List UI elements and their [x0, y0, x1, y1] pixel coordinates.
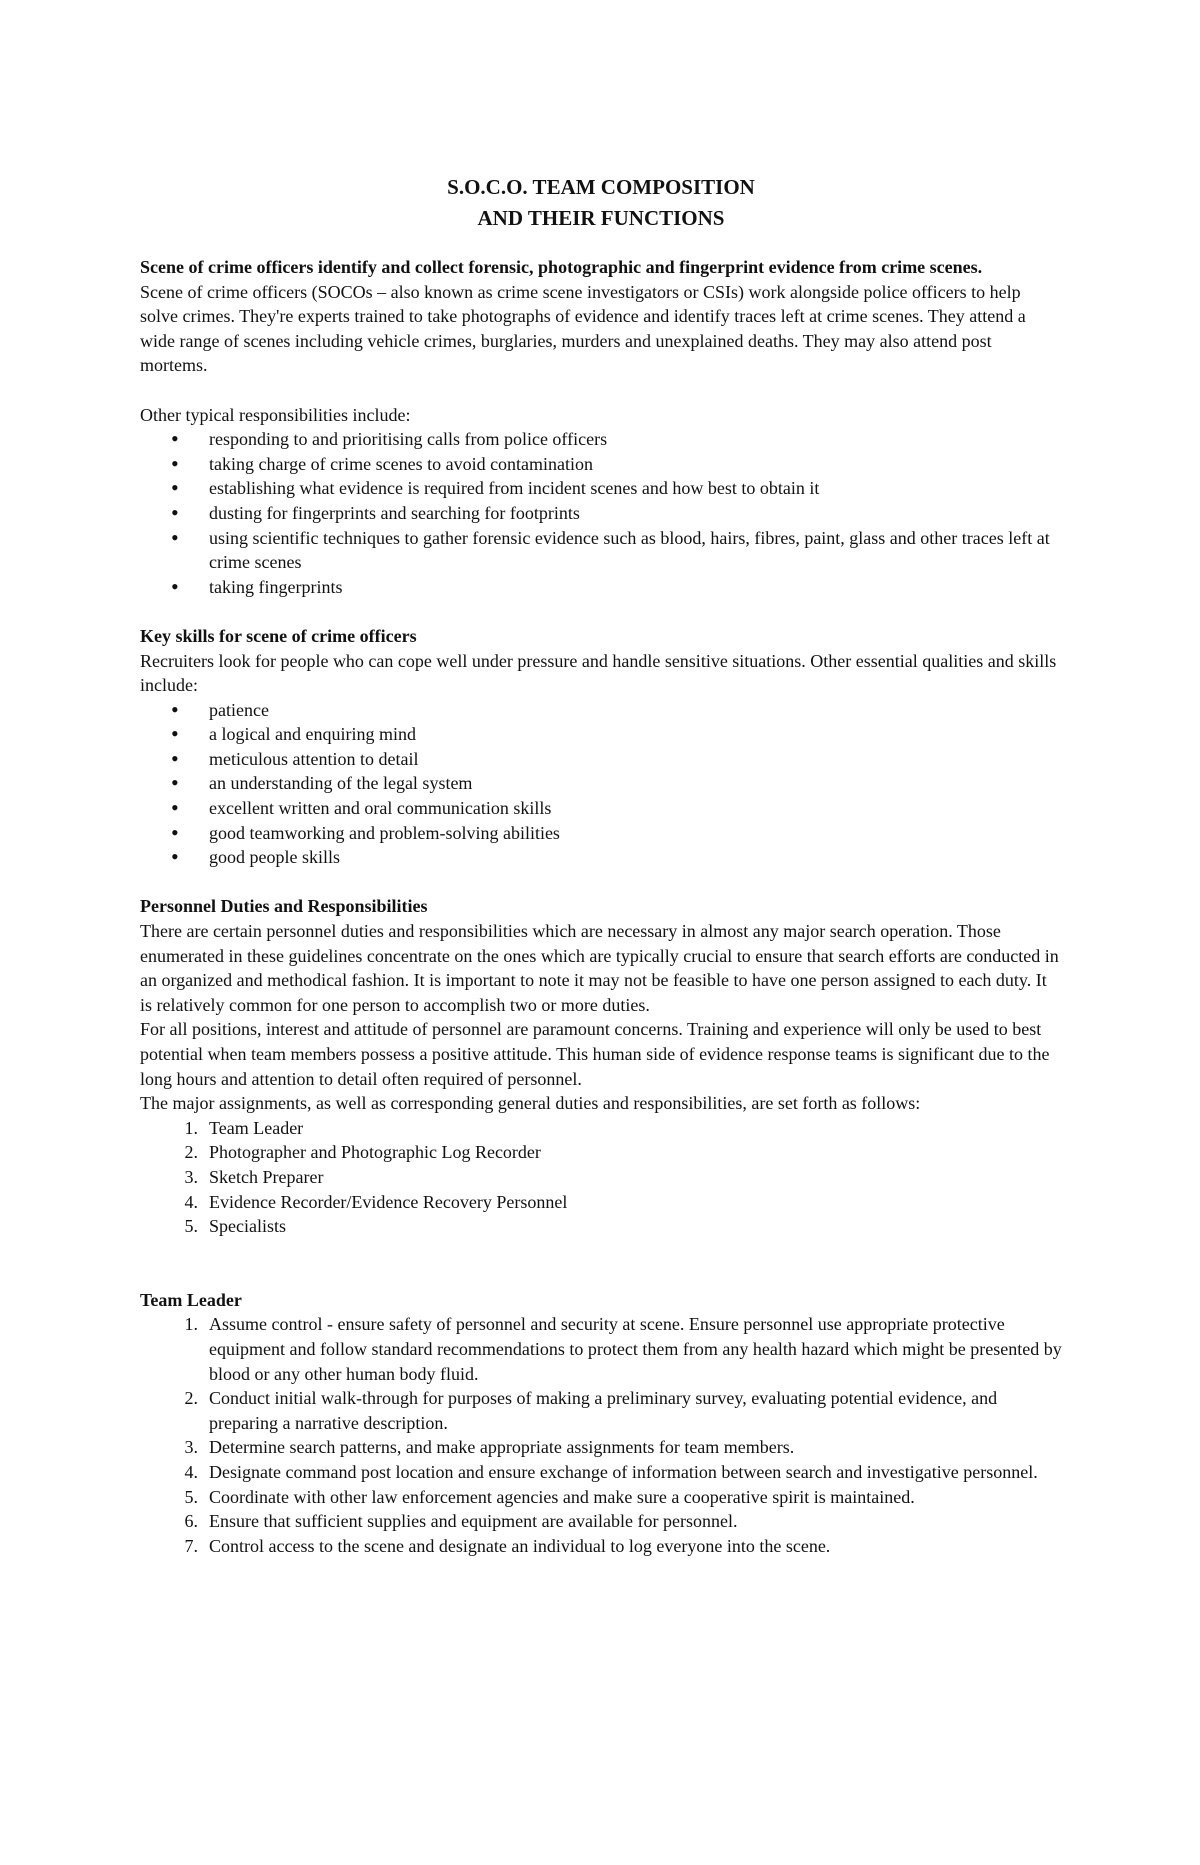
item-number: 4. — [184, 1191, 198, 1212]
item-text: Coordinate with other law enforcement agencies and make sure a cooperative spirit is maintained. — [209, 1486, 915, 1507]
item-number: 1. — [184, 1314, 198, 1335]
list-item — [184, 1485, 1062, 1510]
list-item: • taking charge of crime scenes to avoid contamination — [209, 452, 1062, 477]
list-item: • establishing what evidence is required from incident scenes and how best to obtain it — [209, 476, 1062, 501]
list-item: • meticulous attention to detail — [209, 747, 1062, 772]
team-leader-heading: Team Leader — [140, 1289, 242, 1310]
item-text: Conduct initial walk-through for purposes of making a preliminary survey, evaluating potential evidence, and preparing a narrative description. — [209, 1388, 998, 1433]
title-line-2: AND THEIR FUNCTIONS — [477, 206, 725, 230]
personnel-para-2: For all positions, interest and attitude of personnel are paramount concerns. Training and experience will only be used to best potential when team members possess a positive attitude. This human side of evidence response teams is significant due to the long hours and attention to detail often required of personnel. — [140, 1019, 1050, 1089]
responsibilities-heading: Other typical responsibilities include: — [140, 404, 411, 425]
intro-lead: Scene of crime officers identify and collect forensic, photographic and fingerprint evidence from crime scenes. — [140, 257, 983, 277]
list-item: • good people skills — [209, 845, 1062, 870]
list-item — [184, 1312, 1062, 1386]
item-number: 4. — [184, 1461, 198, 1482]
title-line-1: S.O.C.O. TEAM COMPOSITION — [447, 175, 755, 199]
item-number: 2. — [184, 1388, 198, 1409]
item-number: 5. — [184, 1486, 198, 1507]
spacer — [140, 870, 1062, 895]
item-text: Designate command post location and ensure exchange of information between search and investigative personnel. — [209, 1461, 1038, 1482]
item-text: Ensure that sufficient supplies and equipment are available for personnel. — [209, 1511, 738, 1532]
item-number: 7. — [184, 1535, 198, 1556]
responsibilities-list — [140, 427, 1062, 599]
list-item: • dusting for fingerprints and searching for footprints — [209, 501, 1062, 526]
spacer — [140, 378, 1062, 403]
list-item — [184, 1534, 1062, 1559]
list-item — [184, 1214, 1062, 1239]
list-item — [184, 1386, 1062, 1435]
list-item: • responding to and prioritising calls from police officers — [209, 427, 1062, 452]
list-item: • good teamworking and problem-solving abilities — [209, 821, 1062, 846]
list-item: • excellent written and oral communication skills — [209, 796, 1062, 821]
item-number: 6. — [184, 1511, 198, 1532]
item-number: 5. — [184, 1216, 198, 1237]
list-item: • taking fingerprints — [209, 575, 1062, 600]
item-text: Assume control - ensure safety of personnel and security at scene. Ensure personnel use appropriate protective equipment and follow standard recommendations to protect them from any health hazard which might be presented by blood or any other human body fluid. — [209, 1314, 1062, 1384]
item-text: Determine search patterns, and make appropriate assignments for team members. — [209, 1437, 795, 1458]
list-item — [184, 1116, 1062, 1141]
list-item: • a logical and enquiring mind — [209, 722, 1062, 747]
item-number: 1. — [184, 1117, 198, 1138]
list-item — [184, 1190, 1062, 1215]
list-item — [184, 1165, 1062, 1190]
list-item — [184, 1435, 1062, 1460]
list-item: • using scientific techniques to gather forensic evidence such as blood, hairs, fibres, paint, glass and other traces left at crime scenes — [209, 526, 1062, 575]
item-text: Team Leader — [209, 1117, 304, 1138]
item-text: Evidence Recorder/Evidence Recovery Personnel — [209, 1191, 568, 1212]
list-item — [184, 1509, 1062, 1534]
skills-list — [140, 698, 1062, 870]
list-item — [184, 1140, 1062, 1165]
item-number: 3. — [184, 1166, 198, 1187]
personnel-heading: Personnel Duties and Responsibilities — [140, 896, 428, 917]
spacer — [140, 599, 1062, 624]
page-title — [140, 172, 1062, 234]
team-leader-list — [140, 1312, 1062, 1558]
intro-body: Scene of crime officers (SOCOs – also known as crime scene investigators or CSIs) work alongside police officers to help solve crimes. They're experts trained to take photographs of evidence and identify traces left at crime scenes. They attend a wide range of scenes including vehicle crimes, burglaries, murders and unexplained deaths. They may also attend post mortems. — [140, 281, 1026, 376]
skills-intro: Recruiters look for people who can cope well under pressure and handle sensitive situations. Other essential qualities and skills include: — [140, 650, 1057, 696]
item-text: Sketch Preparer — [209, 1166, 324, 1187]
personnel-para-3: The major assignments, as well as corresponding general duties and responsibilities, are set forth as follows: — [140, 1093, 921, 1114]
list-item — [184, 1460, 1062, 1485]
list-item: • an understanding of the legal system — [209, 771, 1062, 796]
skills-heading: Key skills for scene of crime officers — [140, 625, 417, 646]
item-text: Specialists — [209, 1216, 286, 1237]
spacer — [140, 1239, 1062, 1288]
assignments-list — [140, 1116, 1062, 1239]
personnel-para-1: There are certain personnel duties and responsibilities which are necessary in almost any major search operation. Those enumerated in these guidelines concentrate on the ones which are typically crucial to ensure that search efforts are conducted in an organized and methodical fashion. It is important to note it may not be feasible to have one person assigned to each duty. It is relatively common for one person to accomplish two or more duties. — [140, 921, 1059, 1015]
item-number: 3. — [184, 1437, 198, 1458]
item-text: Photographer and Photographic Log Recorder — [209, 1142, 541, 1163]
list-item: • patience — [209, 698, 1062, 723]
item-text: Control access to the scene and designate an individual to log everyone into the scene. — [209, 1535, 831, 1556]
item-number: 2. — [184, 1142, 198, 1163]
